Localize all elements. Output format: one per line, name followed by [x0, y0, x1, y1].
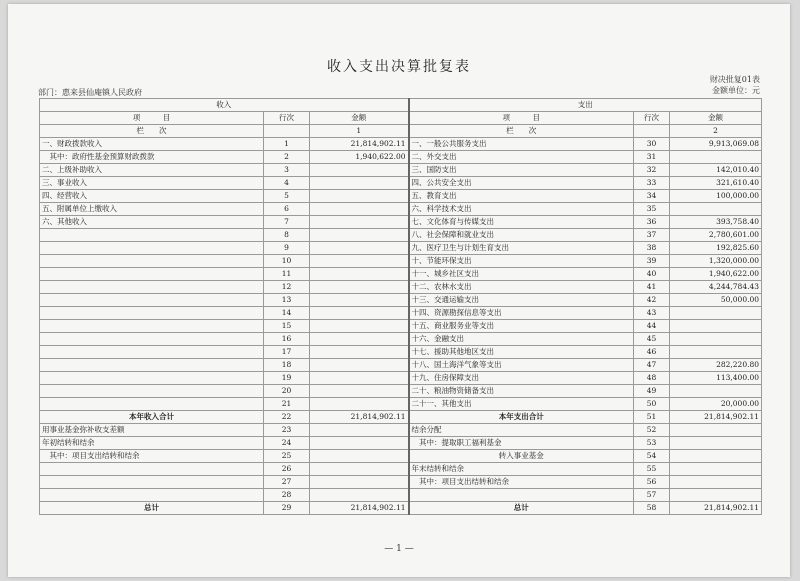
expense-item-cell: 十九、住房保障支出 [409, 372, 634, 385]
expense-amount-cell [670, 463, 762, 476]
expense-amount-cell [670, 424, 762, 437]
expense-amount-cell [670, 450, 762, 463]
expense-col-index: 2 [670, 125, 762, 138]
expense-amount-cell [670, 489, 762, 502]
income-row-no-cell: 29 [264, 502, 310, 515]
income-item-cell [40, 489, 264, 502]
page-number: — 1 — [384, 544, 414, 554]
income-row-no-cell: 7 [264, 216, 310, 229]
income-lanci-no [264, 125, 310, 138]
income-row-no-cell: 22 [264, 411, 310, 424]
income-row-no-cell: 11 [264, 268, 310, 281]
income-amount-cell [310, 398, 409, 411]
income-row-no-cell: 5 [264, 190, 310, 203]
table-row [40, 164, 762, 177]
income-row-no-cell: 15 [264, 320, 310, 333]
income-item-cell: 总计 [40, 502, 264, 515]
expense-row-no-cell: 53 [634, 437, 670, 450]
income-item-cell [40, 229, 264, 242]
income-item-cell: 其中：项目支出结转和结余 [40, 450, 264, 463]
expense-amount-cell: 113,400.00 [670, 372, 762, 385]
income-item-cell [40, 372, 264, 385]
table-row [40, 307, 762, 320]
income-item-cell: 用事业基金弥补收支差额 [40, 424, 264, 437]
expense-amount-cell [670, 203, 762, 216]
income-amount-cell [310, 489, 409, 502]
income-item-cell [40, 242, 264, 255]
income-item-cell: 其中：政府性基金预算财政拨款 [40, 151, 264, 164]
expense-row-no-cell: 33 [634, 177, 670, 190]
table-row [40, 203, 762, 216]
income-item-cell: 五、附属单位上缴收入 [40, 203, 264, 216]
expense-header: 支出 [409, 99, 762, 112]
income-row-no-cell: 9 [264, 242, 310, 255]
expense-row-no-cell: 52 [634, 424, 670, 437]
income-amount-cell [310, 463, 409, 476]
expense-amount-cell: 9,913,069.08 [670, 138, 762, 151]
expense-lanci: 栏 次 [409, 125, 634, 138]
income-amount-cell [310, 372, 409, 385]
expense-row-no-cell: 39 [634, 255, 670, 268]
income-lanci: 栏 次 [40, 125, 264, 138]
income-row-no-cell: 20 [264, 385, 310, 398]
income-amount-cell: 21,814,902.11 [310, 502, 409, 515]
income-row-no-cell: 28 [264, 489, 310, 502]
expense-row-no-cell: 54 [634, 450, 670, 463]
expense-item-cell: 其中：提取职工福利基金 [409, 437, 634, 450]
income-amount-cell [310, 294, 409, 307]
table-row [40, 450, 762, 463]
expense-item-cell: 十八、国土海洋气象等支出 [409, 359, 634, 372]
income-item-header: 项 目 [40, 112, 264, 125]
income-amount-cell [310, 177, 409, 190]
income-row-no-cell: 18 [264, 359, 310, 372]
expense-item-cell: 七、文化体育与传媒支出 [409, 216, 634, 229]
table-row [40, 190, 762, 203]
expense-amount-cell [670, 333, 762, 346]
income-row-no-cell: 17 [264, 346, 310, 359]
income-row-no-cell: 14 [264, 307, 310, 320]
expense-amount-cell: 393,758.40 [670, 216, 762, 229]
expense-item-cell: 转入事业基金 [409, 450, 634, 463]
income-item-cell [40, 359, 264, 372]
table-row [40, 138, 762, 151]
income-row-no-cell: 23 [264, 424, 310, 437]
expense-amount-cell: 1,940,622.00 [670, 268, 762, 281]
income-item-cell [40, 385, 264, 398]
table-row [40, 151, 762, 164]
expense-amount-cell [670, 320, 762, 333]
expense-item-cell: 十六、金融支出 [409, 333, 634, 346]
table-row [40, 489, 762, 502]
table-row [40, 281, 762, 294]
income-row-no-header: 行次 [264, 112, 310, 125]
expense-row-no-cell: 43 [634, 307, 670, 320]
table-row [40, 177, 762, 190]
expense-amount-cell [670, 437, 762, 450]
income-row-no-cell: 8 [264, 229, 310, 242]
income-item-cell [40, 255, 264, 268]
expense-amount-cell [670, 476, 762, 489]
income-amount-cell: 21,814,902.11 [310, 411, 409, 424]
table-row [40, 372, 762, 385]
income-amount-cell [310, 307, 409, 320]
income-amount-cell [310, 190, 409, 203]
income-item-cell: 本年收入合计 [40, 411, 264, 424]
expense-item-cell: 八、社会保障和就业支出 [409, 229, 634, 242]
income-item-cell [40, 333, 264, 346]
table-row [40, 255, 762, 268]
income-item-cell [40, 268, 264, 281]
expense-amount-cell: 100,000.00 [670, 190, 762, 203]
form-meta [710, 74, 760, 96]
expense-item-cell: 本年支出合计 [409, 411, 634, 424]
expense-item-cell: 二、外交支出 [409, 151, 634, 164]
header-row-section [40, 99, 762, 112]
expense-amount-cell: 21,814,902.11 [670, 411, 762, 424]
expense-row-no-cell: 51 [634, 411, 670, 424]
amount-unit: 金额单位：元 [712, 86, 760, 95]
expense-item-cell: 四、公共安全支出 [409, 177, 634, 190]
income-amount-cell [310, 320, 409, 333]
table-row [40, 476, 762, 489]
table-row [40, 463, 762, 476]
income-header: 收入 [40, 99, 409, 112]
expense-item-cell: 五、教育支出 [409, 190, 634, 203]
table-row [40, 437, 762, 450]
expense-row-no-cell: 34 [634, 190, 670, 203]
expense-row-no-cell: 44 [634, 320, 670, 333]
table-row [40, 359, 762, 372]
expense-row-no-cell: 48 [634, 372, 670, 385]
income-row-no-cell: 4 [264, 177, 310, 190]
income-item-cell [40, 281, 264, 294]
income-row-no-cell: 24 [264, 437, 310, 450]
income-row-no-cell: 13 [264, 294, 310, 307]
expense-item-cell: 二十、粮油物资储备支出 [409, 385, 634, 398]
expense-amount-cell: 1,320,000.00 [670, 255, 762, 268]
expense-row-no-cell: 41 [634, 281, 670, 294]
income-amount-cell [310, 229, 409, 242]
income-row-no-cell: 2 [264, 151, 310, 164]
income-item-cell: 三、事业收入 [40, 177, 264, 190]
expense-row-no-cell: 40 [634, 268, 670, 281]
income-row-no-cell: 27 [264, 476, 310, 489]
expense-amount-cell: 20,000.00 [670, 398, 762, 411]
income-item-cell [40, 294, 264, 307]
income-item-cell: 二、上级补助收入 [40, 164, 264, 177]
table-row [40, 216, 762, 229]
table-row [40, 411, 762, 424]
income-amount-cell [310, 437, 409, 450]
expense-row-no-cell: 57 [634, 489, 670, 502]
income-item-cell [40, 398, 264, 411]
income-row-no-cell: 19 [264, 372, 310, 385]
income-row-no-cell: 16 [264, 333, 310, 346]
expense-item-cell: 二十一、其他支出 [409, 398, 634, 411]
expense-item-cell: 九、医疗卫生与计划生育支出 [409, 242, 634, 255]
expense-row-no-cell: 55 [634, 463, 670, 476]
document-sheet [8, 4, 790, 577]
expense-row-no-cell: 49 [634, 385, 670, 398]
income-row-no-cell: 6 [264, 203, 310, 216]
expense-lanci-no [634, 125, 670, 138]
income-amount-cell [310, 164, 409, 177]
expense-item-cell: 其中：项目支出结转和结余 [409, 476, 634, 489]
expense-amount-cell [670, 307, 762, 320]
expense-amount-cell: 321,610.40 [670, 177, 762, 190]
expense-row-no-cell: 56 [634, 476, 670, 489]
income-amount-cell [310, 203, 409, 216]
expense-item-cell: 十三、交通运输支出 [409, 294, 634, 307]
expense-amount-cell [670, 385, 762, 398]
table-row [40, 229, 762, 242]
table-row [40, 424, 762, 437]
expense-item-cell: 总计 [409, 502, 634, 515]
income-amount-cell: 21,814,902.11 [310, 138, 409, 151]
expense-amount-cell: 2,780,601.00 [670, 229, 762, 242]
table-row [40, 398, 762, 411]
income-row-no-cell: 3 [264, 164, 310, 177]
table-row [40, 268, 762, 281]
income-item-cell: 年初结转和结余 [40, 437, 264, 450]
expense-row-no-cell: 45 [634, 333, 670, 346]
income-amount-cell [310, 216, 409, 229]
table-row [40, 294, 762, 307]
expense-amount-cell: 192,825.60 [670, 242, 762, 255]
income-item-cell [40, 463, 264, 476]
department-label: 部门：惠来县仙庵镇人民政府 [38, 88, 142, 97]
expense-item-cell: 一、一般公共服务支出 [409, 138, 634, 151]
table-row [40, 333, 762, 346]
form-code: 财决批复01表 [709, 75, 760, 84]
income-amount-cell [310, 359, 409, 372]
expense-amount-cell: 50,000.00 [670, 294, 762, 307]
header-row-index [40, 125, 762, 138]
income-amount-cell [310, 268, 409, 281]
income-item-cell: 四、经营收入 [40, 190, 264, 203]
expense-amount-cell: 142,010.40 [670, 164, 762, 177]
expense-row-no-cell: 42 [634, 294, 670, 307]
expense-amount-cell: 282,220.80 [670, 359, 762, 372]
table-row [40, 385, 762, 398]
expense-item-cell: 六、科学技术支出 [409, 203, 634, 216]
income-amount-cell [310, 242, 409, 255]
income-row-no-cell: 12 [264, 281, 310, 294]
expense-row-no-cell: 32 [634, 164, 670, 177]
expense-row-no-cell: 58 [634, 502, 670, 515]
expense-amount-cell [670, 151, 762, 164]
report-title: 收入支出决算批复表 [327, 59, 471, 75]
table-row [40, 242, 762, 255]
expense-amount-cell [670, 346, 762, 359]
income-expense-table [39, 98, 762, 515]
expense-row-no-header: 行次 [634, 112, 670, 125]
expense-row-no-cell: 46 [634, 346, 670, 359]
expense-item-cell: 十四、资源勘探信息等支出 [409, 307, 634, 320]
expense-item-cell: 十七、援助其他地区支出 [409, 346, 634, 359]
income-row-no-cell: 25 [264, 450, 310, 463]
income-amount-cell [310, 450, 409, 463]
expense-item-cell: 十二、农林水支出 [409, 281, 634, 294]
income-row-no-cell: 10 [264, 255, 310, 268]
income-amount-cell [310, 424, 409, 437]
income-amount-cell [310, 333, 409, 346]
table-row [40, 346, 762, 359]
expense-amount-cell: 4,244,784.43 [670, 281, 762, 294]
expense-item-header: 项 目 [409, 112, 634, 125]
expense-row-no-cell: 36 [634, 216, 670, 229]
expense-row-no-cell: 37 [634, 229, 670, 242]
expense-row-no-cell: 47 [634, 359, 670, 372]
expense-item-cell: 三、国防支出 [409, 164, 634, 177]
expense-row-no-cell: 50 [634, 398, 670, 411]
expense-row-no-cell: 30 [634, 138, 670, 151]
income-col-index: 1 [310, 125, 409, 138]
header-row-columns [40, 112, 762, 125]
income-amount-cell: 1,940,622.00 [310, 151, 409, 164]
income-row-no-cell: 26 [264, 463, 310, 476]
income-amount-cell [310, 476, 409, 489]
expense-item-cell: 十五、商业服务业等支出 [409, 320, 634, 333]
income-row-no-cell: 1 [264, 138, 310, 151]
expense-row-no-cell: 31 [634, 151, 670, 164]
income-item-cell: 一、财政拨款收入 [40, 138, 264, 151]
expense-item-cell: 年末结转和结余 [409, 463, 634, 476]
table-row [40, 502, 762, 515]
income-item-cell [40, 307, 264, 320]
expense-row-no-cell: 38 [634, 242, 670, 255]
income-amount-cell [310, 255, 409, 268]
income-amount-cell [310, 346, 409, 359]
income-item-cell [40, 346, 264, 359]
table-row [40, 320, 762, 333]
expense-item-cell: 十一、城乡社区支出 [409, 268, 634, 281]
income-item-cell [40, 320, 264, 333]
income-item-cell [40, 476, 264, 489]
income-amount-cell [310, 385, 409, 398]
income-amount-cell [310, 281, 409, 294]
expense-amount-header: 金额 [670, 112, 762, 125]
income-row-no-cell: 21 [264, 398, 310, 411]
expense-item-cell: 结余分配 [409, 424, 634, 437]
expense-row-no-cell: 35 [634, 203, 670, 216]
income-item-cell: 六、其他收入 [40, 216, 264, 229]
expense-amount-cell: 21,814,902.11 [670, 502, 762, 515]
income-amount-header: 金额 [310, 112, 409, 125]
expense-item-cell: 十、节能环保支出 [409, 255, 634, 268]
expense-item-cell [409, 489, 634, 502]
